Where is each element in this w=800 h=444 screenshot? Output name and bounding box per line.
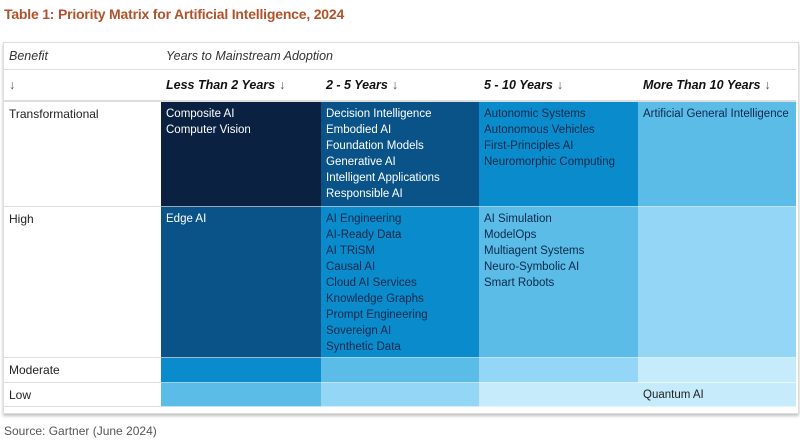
technology-item: Neuro-Symbolic AI <box>484 261 580 273</box>
column-header[interactable] <box>321 70 479 102</box>
row-label: Moderate <box>4 358 161 383</box>
matrix-cell <box>638 102 796 207</box>
technology-item: Cloud AI Services <box>326 277 417 289</box>
technology-item: Autonomic Systems <box>484 108 586 120</box>
row-label: Transformational <box>4 102 161 207</box>
matrix-cell <box>479 358 638 383</box>
matrix-cell <box>161 358 321 383</box>
source-note: Source: Gartner (June 2024) <box>4 424 157 438</box>
matrix-cell <box>638 207 796 358</box>
technology-item: Prompt Engineering <box>326 309 428 321</box>
technology-item: Generative AI <box>326 156 396 168</box>
arrow-down-icon: ↓ <box>556 78 564 92</box>
column-header-label: More Than 10 Years <box>643 78 761 92</box>
matrix-cell <box>321 358 479 383</box>
technology-item: Autonomous Vehicles <box>484 124 595 136</box>
technology-item: Composite AI <box>166 108 235 120</box>
technology-item: Computer Vision <box>166 124 251 136</box>
technology-item: Embodied AI <box>326 124 392 136</box>
matrix-cell <box>161 383 321 407</box>
technology-item: Decision Intelligence <box>326 108 432 120</box>
technology-item: Synthetic Data <box>326 341 401 353</box>
column-header-label: Less Than 2 Years <box>166 78 276 92</box>
matrix-cell <box>638 383 796 407</box>
column-header[interactable] <box>638 70 796 102</box>
arrow-down-icon: ↓ <box>391 78 399 92</box>
technology-item: Edge AI <box>166 213 207 225</box>
technology-item: AI TRiSM <box>326 245 375 257</box>
column-header-label: 5 - 10 Years <box>484 78 553 92</box>
matrix-cell <box>479 383 638 407</box>
row-label: High <box>4 207 161 358</box>
column-header-label: 2 - 5 Years <box>326 78 388 92</box>
arrow-down-icon: ↓ <box>764 78 771 92</box>
table-title: Table 1: Priority Matrix for Artificial Intelligence, 2024 <box>4 6 345 22</box>
technology-item: Intelligent Applications <box>326 172 440 184</box>
technology-item: Responsible AI <box>326 188 403 200</box>
technology-item: ModelOps <box>484 229 537 241</box>
row-label: Low <box>4 383 161 407</box>
matrix-cell <box>638 358 796 383</box>
benefit-header: Benefit <box>4 43 161 70</box>
matrix-cell <box>161 102 321 207</box>
technology-item: AI Engineering <box>326 213 402 225</box>
matrix-grid <box>4 43 798 413</box>
matrix-cell <box>321 102 479 207</box>
column-header[interactable] <box>479 70 638 102</box>
matrix-cell <box>321 383 479 407</box>
technology-item: First-Principles AI <box>484 140 574 152</box>
technology-item: Sovereign AI <box>326 325 392 337</box>
column-header[interactable] <box>161 70 321 102</box>
technology-item: AI-Ready Data <box>326 229 402 241</box>
matrix-cell <box>479 102 638 207</box>
adoption-header: Years to Mainstream Adoption <box>161 43 796 70</box>
arrow-down-icon: ↓ <box>9 78 16 92</box>
technology-item: Multiagent Systems <box>484 245 585 257</box>
technology-item: Smart Robots <box>484 277 555 289</box>
matrix-cell <box>161 207 321 358</box>
technology-item: Neuromorphic Computing <box>484 156 616 168</box>
matrix-cell <box>479 207 638 358</box>
priority-matrix-table <box>3 42 799 414</box>
matrix-cell <box>321 207 479 358</box>
technology-item: Knowledge Graphs <box>326 293 424 305</box>
technology-item: Causal AI <box>326 261 376 273</box>
technology-item: Foundation Models <box>326 140 424 152</box>
technology-item: AI Simulation <box>484 213 552 225</box>
arrow-down-icon: ↓ <box>279 78 286 92</box>
technology-item: Quantum AI <box>643 389 704 401</box>
technology-item: Artificial General Intelligence <box>643 108 789 120</box>
benefit-sort[interactable] <box>4 70 161 102</box>
